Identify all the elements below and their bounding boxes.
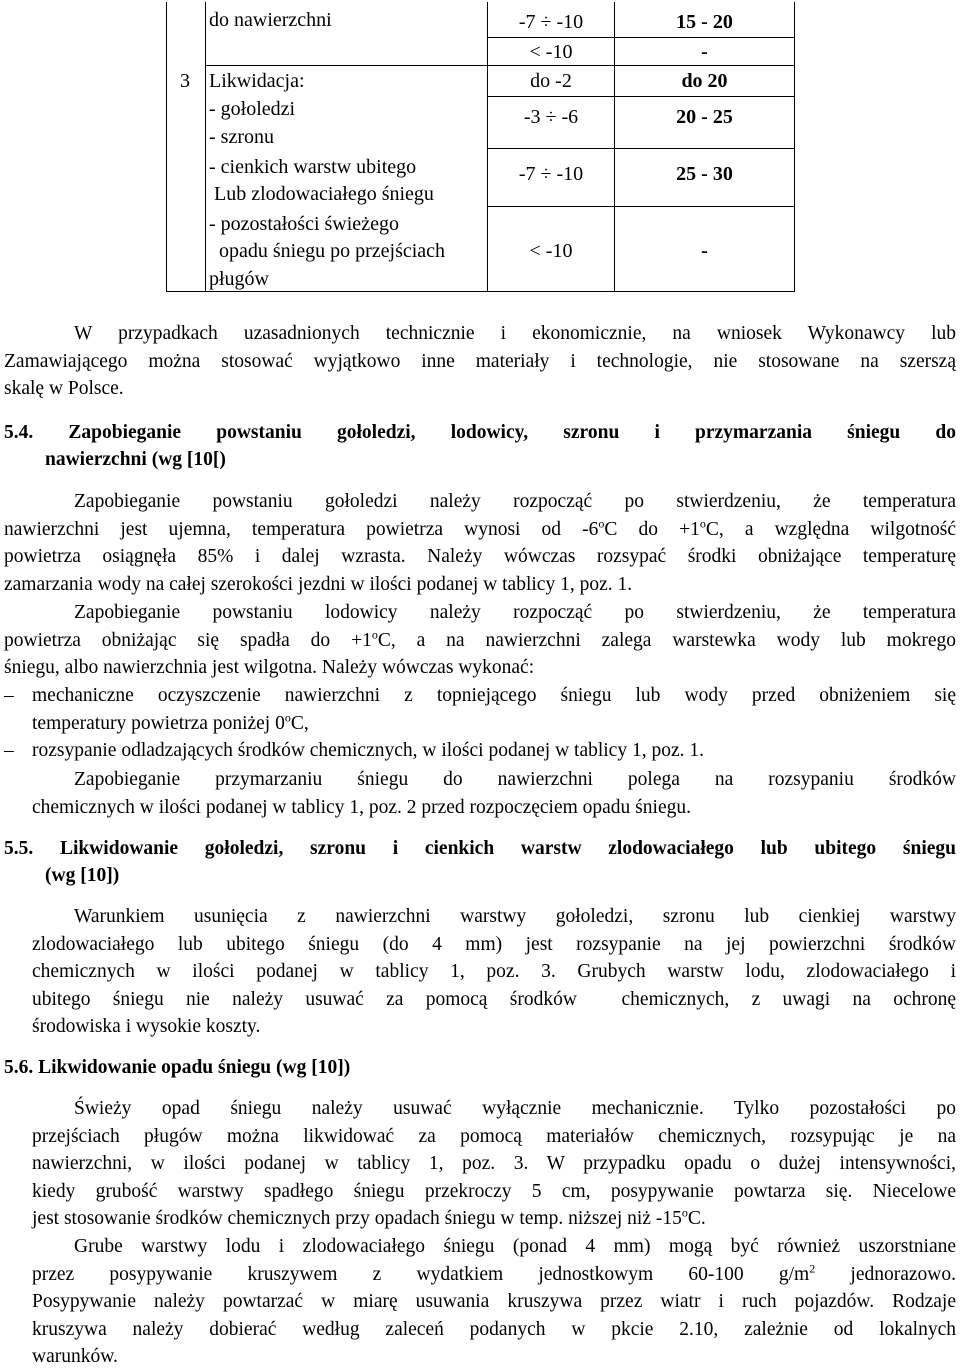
table-divider <box>488 96 795 97</box>
superscript: o <box>699 516 706 530</box>
table-cell-label: - cienkich warstw ubitego <box>209 156 417 178</box>
table-cell-amount: 25 - 30 <box>676 163 733 185</box>
table-cell-temp: do -2 <box>530 70 572 92</box>
table-cell-temp: -3 ÷ -6 <box>523 106 579 128</box>
paragraph <box>32 903 956 1041</box>
table-cell-amount: 20 - 25 <box>676 106 733 128</box>
text-line <box>32 1205 956 1233</box>
paragraph <box>32 1233 956 1371</box>
text-run: powietrza obniżając się spadła do +1 <box>4 629 372 651</box>
section-heading-5-6: 5.6. Likwidowanie opadu śniegu (wg [10]) <box>4 1057 351 1078</box>
superscript: 2 <box>809 1261 816 1275</box>
section-heading-5-5: 5.5. Likwidowanie gołoledzi, szronu i cienkich warstw zlodowaciałego lub ubitego śniegu <box>4 838 956 859</box>
text-line: nawierzchni, w ilości podanej w tablicy 1, poz. 3. W przypadku opadu o dużej intensywności, <box>32 1153 956 1174</box>
text-line: chemicznych w ilości podanej w tablicy 1, poz. 3. Grubych warstw lodu, zlodowaciałego i <box>32 961 956 982</box>
text-line: chemicznych w ilości podanej w tablicy 1, poz. 2 przed rozpoczęciem opadu śniegu. <box>32 796 691 818</box>
section-heading-5-5-cont: (wg [10]) <box>45 865 120 886</box>
superscript: o <box>371 627 378 641</box>
superscript: o <box>681 1205 688 1220</box>
text-line: Zamawiającego można stosować wyjątkowo inne materiały i technologie, nie stosowane na szerszą <box>4 350 956 372</box>
dash-bullet: – <box>4 740 14 761</box>
table-cell-label: opadu śniegu po przejściach <box>209 240 446 262</box>
text-line: powietrza osiągnęła 85% i dalej wzrasta. Należy wówczas rozsypać środki obniżające temperaturę <box>4 546 956 567</box>
table-cell-label: Likwidacja: <box>209 70 305 92</box>
text-run: temperatury powietrza poniżej 0 <box>32 712 285 734</box>
dash-bullet: – <box>4 685 14 706</box>
table-cell-label: - pozostałości świeżego <box>209 213 399 235</box>
bullet-list <box>4 682 956 765</box>
text-line: Zapobieganie powstaniu lodowicy należy rozpocząć po stwierdzeniu, że temperatura <box>74 602 956 623</box>
section-heading-5-4-cont: nawierzchni (wg [10[) <box>45 449 226 470</box>
text-line: mechaniczne oczyszczenie nawierzchni z topniejącego śniegu lub wody przed obniżeniem się <box>32 685 956 706</box>
text-line: warunków. <box>32 1346 118 1367</box>
text-line: zamarzania wody na całej szerokości jezdni w ilości podanej w tablicy 1, poz. 1. <box>4 573 633 595</box>
table-cell-temp: < -10 <box>529 240 573 262</box>
text-line <box>32 1261 956 1289</box>
text-run: C, <box>290 712 309 734</box>
table-cell-label: - gołoledzi <box>209 98 296 120</box>
text-line: Świeży opad śniegu należy usuwać wyłącznie mechanicznie. Tylko pozostałości po <box>74 1098 956 1119</box>
table-divider <box>488 206 795 207</box>
text-line <box>4 516 956 544</box>
table-cell-amount: 15 - 20 <box>676 11 733 33</box>
table-cell-label: pługów <box>209 268 269 290</box>
paragraph <box>4 599 956 682</box>
table-cell-temp: -7 ÷ -10 <box>518 11 584 33</box>
table-divider <box>488 148 795 149</box>
text-line: śniegu, albo nawierzchnia jest wilgotna. Należy wówczas wykonać: <box>4 657 535 678</box>
table-row-number: 3 <box>180 70 190 92</box>
list-item <box>4 737 956 765</box>
text-line: skalę w Polsce. <box>4 378 124 399</box>
text-line: środowiska i wysokie koszty. <box>32 1016 261 1037</box>
intro-paragraph <box>4 320 956 403</box>
text-line: Grube warstwy lodu i zlodowaciałego śniegu (ponad 4 mm) mogą być również uszorstniane <box>74 1236 956 1257</box>
table-cell-label: Lub zlodowaciałego śniegu <box>209 183 434 205</box>
text-line: Zapobieganie przymarzaniu śniegu do nawierzchni polega na rozsypaniu środków <box>74 769 956 790</box>
superscript: o <box>284 710 291 724</box>
text-run: C, a względna wilgotność <box>705 518 956 540</box>
text-line: W przypadkach uzasadnionych technicznie i ekonomicznie, na wniosek Wykonawcy lub <box>74 323 956 344</box>
text-line <box>32 710 956 738</box>
paragraph <box>32 766 956 821</box>
text-run: nawierzchni jest ujemna, temperatura powietrza wynosi od -6 <box>4 518 599 540</box>
section-heading-5-4: 5.4. Zapobieganie powstaniu gołoledzi, lodowicy, szronu i przymarzania śniegu do <box>4 422 956 443</box>
text-line: Posypywanie należy powtarzać w miarę usuwania kruszywa przez wiatr i ruch pojazdów. Rodzaje <box>32 1291 956 1312</box>
table-cell-temp: -7 ÷ -10 <box>518 163 584 185</box>
table-cell-label: do nawierzchni <box>209 9 332 31</box>
text-line: zlodowaciałego lub ubitego śniegu (do 4 mm) jest rozsypanie na jej powierzchni środków <box>32 933 956 955</box>
table-divider <box>205 2 206 292</box>
text-line: Zapobieganie powstaniu gołoledzi należy rozpocząć po stwierdzeniu, że temperatura <box>74 491 956 512</box>
text-run: C do +1 <box>604 518 700 540</box>
text-line: ubitego śniegu nie należy usuwać za pomocą środków chemicznych, z uwagi na ochronę <box>32 988 956 1010</box>
text-line <box>4 627 956 655</box>
table-border-right <box>794 2 795 292</box>
text-run: C, a na nawierzchni zalega warstewka wody lub mokrego <box>377 629 956 651</box>
table-cell-amount: - <box>701 240 708 262</box>
superscript: o <box>598 516 605 530</box>
materials-table <box>166 2 796 292</box>
table-cell-label: - szronu <box>209 126 274 148</box>
text-run: jednorazowo. <box>815 1263 956 1285</box>
table-cell-amount: - <box>701 41 708 63</box>
table-border-bottom <box>166 291 795 292</box>
text-line: przejściach pługów można likwidować za pomocą materiałów chemicznych, rozsypując je na <box>32 1125 956 1147</box>
table-divider <box>488 37 795 38</box>
text-run: jest stosowanie środków chemicznych przy opadach śniegu w temp. niższej niż -15 <box>32 1208 682 1229</box>
table-cell-temp: < -10 <box>529 41 573 63</box>
text-run: przez posypywanie kruszywem z wydatkiem jednostkowym 60-100 g/m <box>32 1263 810 1285</box>
text-line: Warunkiem usunięcia z nawierzchni warstwy gołoledzi, szronu lub cienkiej warstwy <box>74 906 956 927</box>
text-line: rozsypanie odladzających środków chemicznych, w ilości podanej w tablicy 1, poz. 1. <box>32 740 704 761</box>
text-line: kruszywa należy dobierać według zaleceń podanych w pkcie 2.10, zależnie od lokalnych <box>32 1318 956 1340</box>
table-cell-amount: do 20 <box>681 70 728 92</box>
table-divider <box>206 65 795 66</box>
table-border-left <box>166 2 167 292</box>
text-line: kiedy grubość warstwy spadłego śniegu przekroczy 5 cm, posypywanie powtarza się. Niecelowe <box>32 1180 956 1202</box>
text-run: C. <box>687 1208 706 1229</box>
paragraph <box>32 1095 956 1233</box>
list-item <box>4 682 956 737</box>
paragraph <box>4 488 956 598</box>
